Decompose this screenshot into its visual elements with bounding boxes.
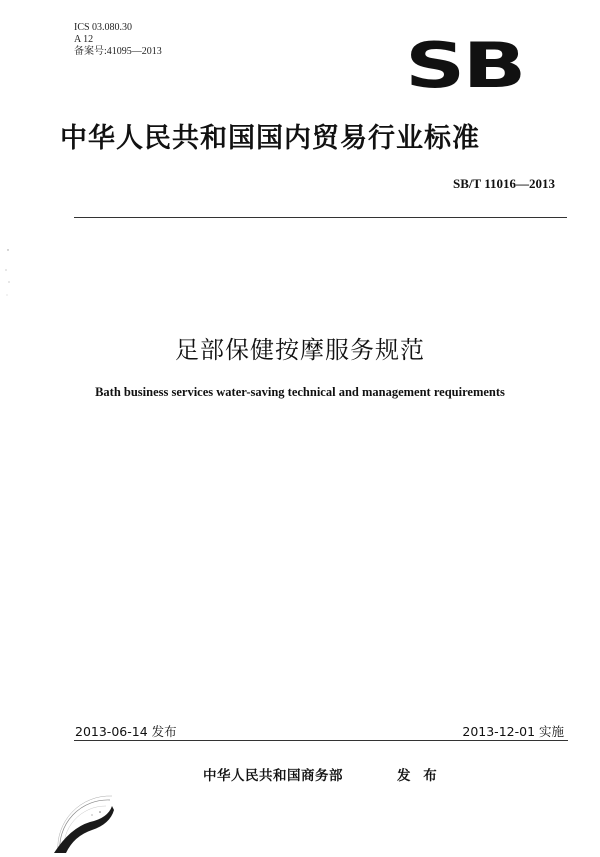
bottom-divider xyxy=(74,740,568,741)
org-title: 中华人民共和国国内贸易行业标准 xyxy=(60,123,480,154)
issue-date: 2013-06-14 发布 xyxy=(75,724,177,739)
standard-number: SB/T 11016—2013 xyxy=(453,176,555,191)
publish-label: 发 布 xyxy=(397,768,441,784)
publisher: 中华人民共和国商务部 xyxy=(203,768,343,784)
scan-edge-marks xyxy=(2,240,14,320)
standard-meta xyxy=(74,22,162,58)
class-code: A 12 xyxy=(74,34,94,45)
implementation-date: 2013-12-01 实施 xyxy=(462,724,564,739)
watermark-stamp xyxy=(40,770,130,853)
document-subtitle-en: Bath business services water-saving technical and management requirements xyxy=(95,385,505,399)
top-divider xyxy=(74,217,567,218)
sb-logo: SB xyxy=(405,29,524,102)
document-title: 足部保健按摩服务规范 xyxy=(175,336,425,364)
filing-number: 备案号:41095—2013 xyxy=(74,46,162,57)
ics-code: ICS 03.080.30 xyxy=(74,22,133,33)
